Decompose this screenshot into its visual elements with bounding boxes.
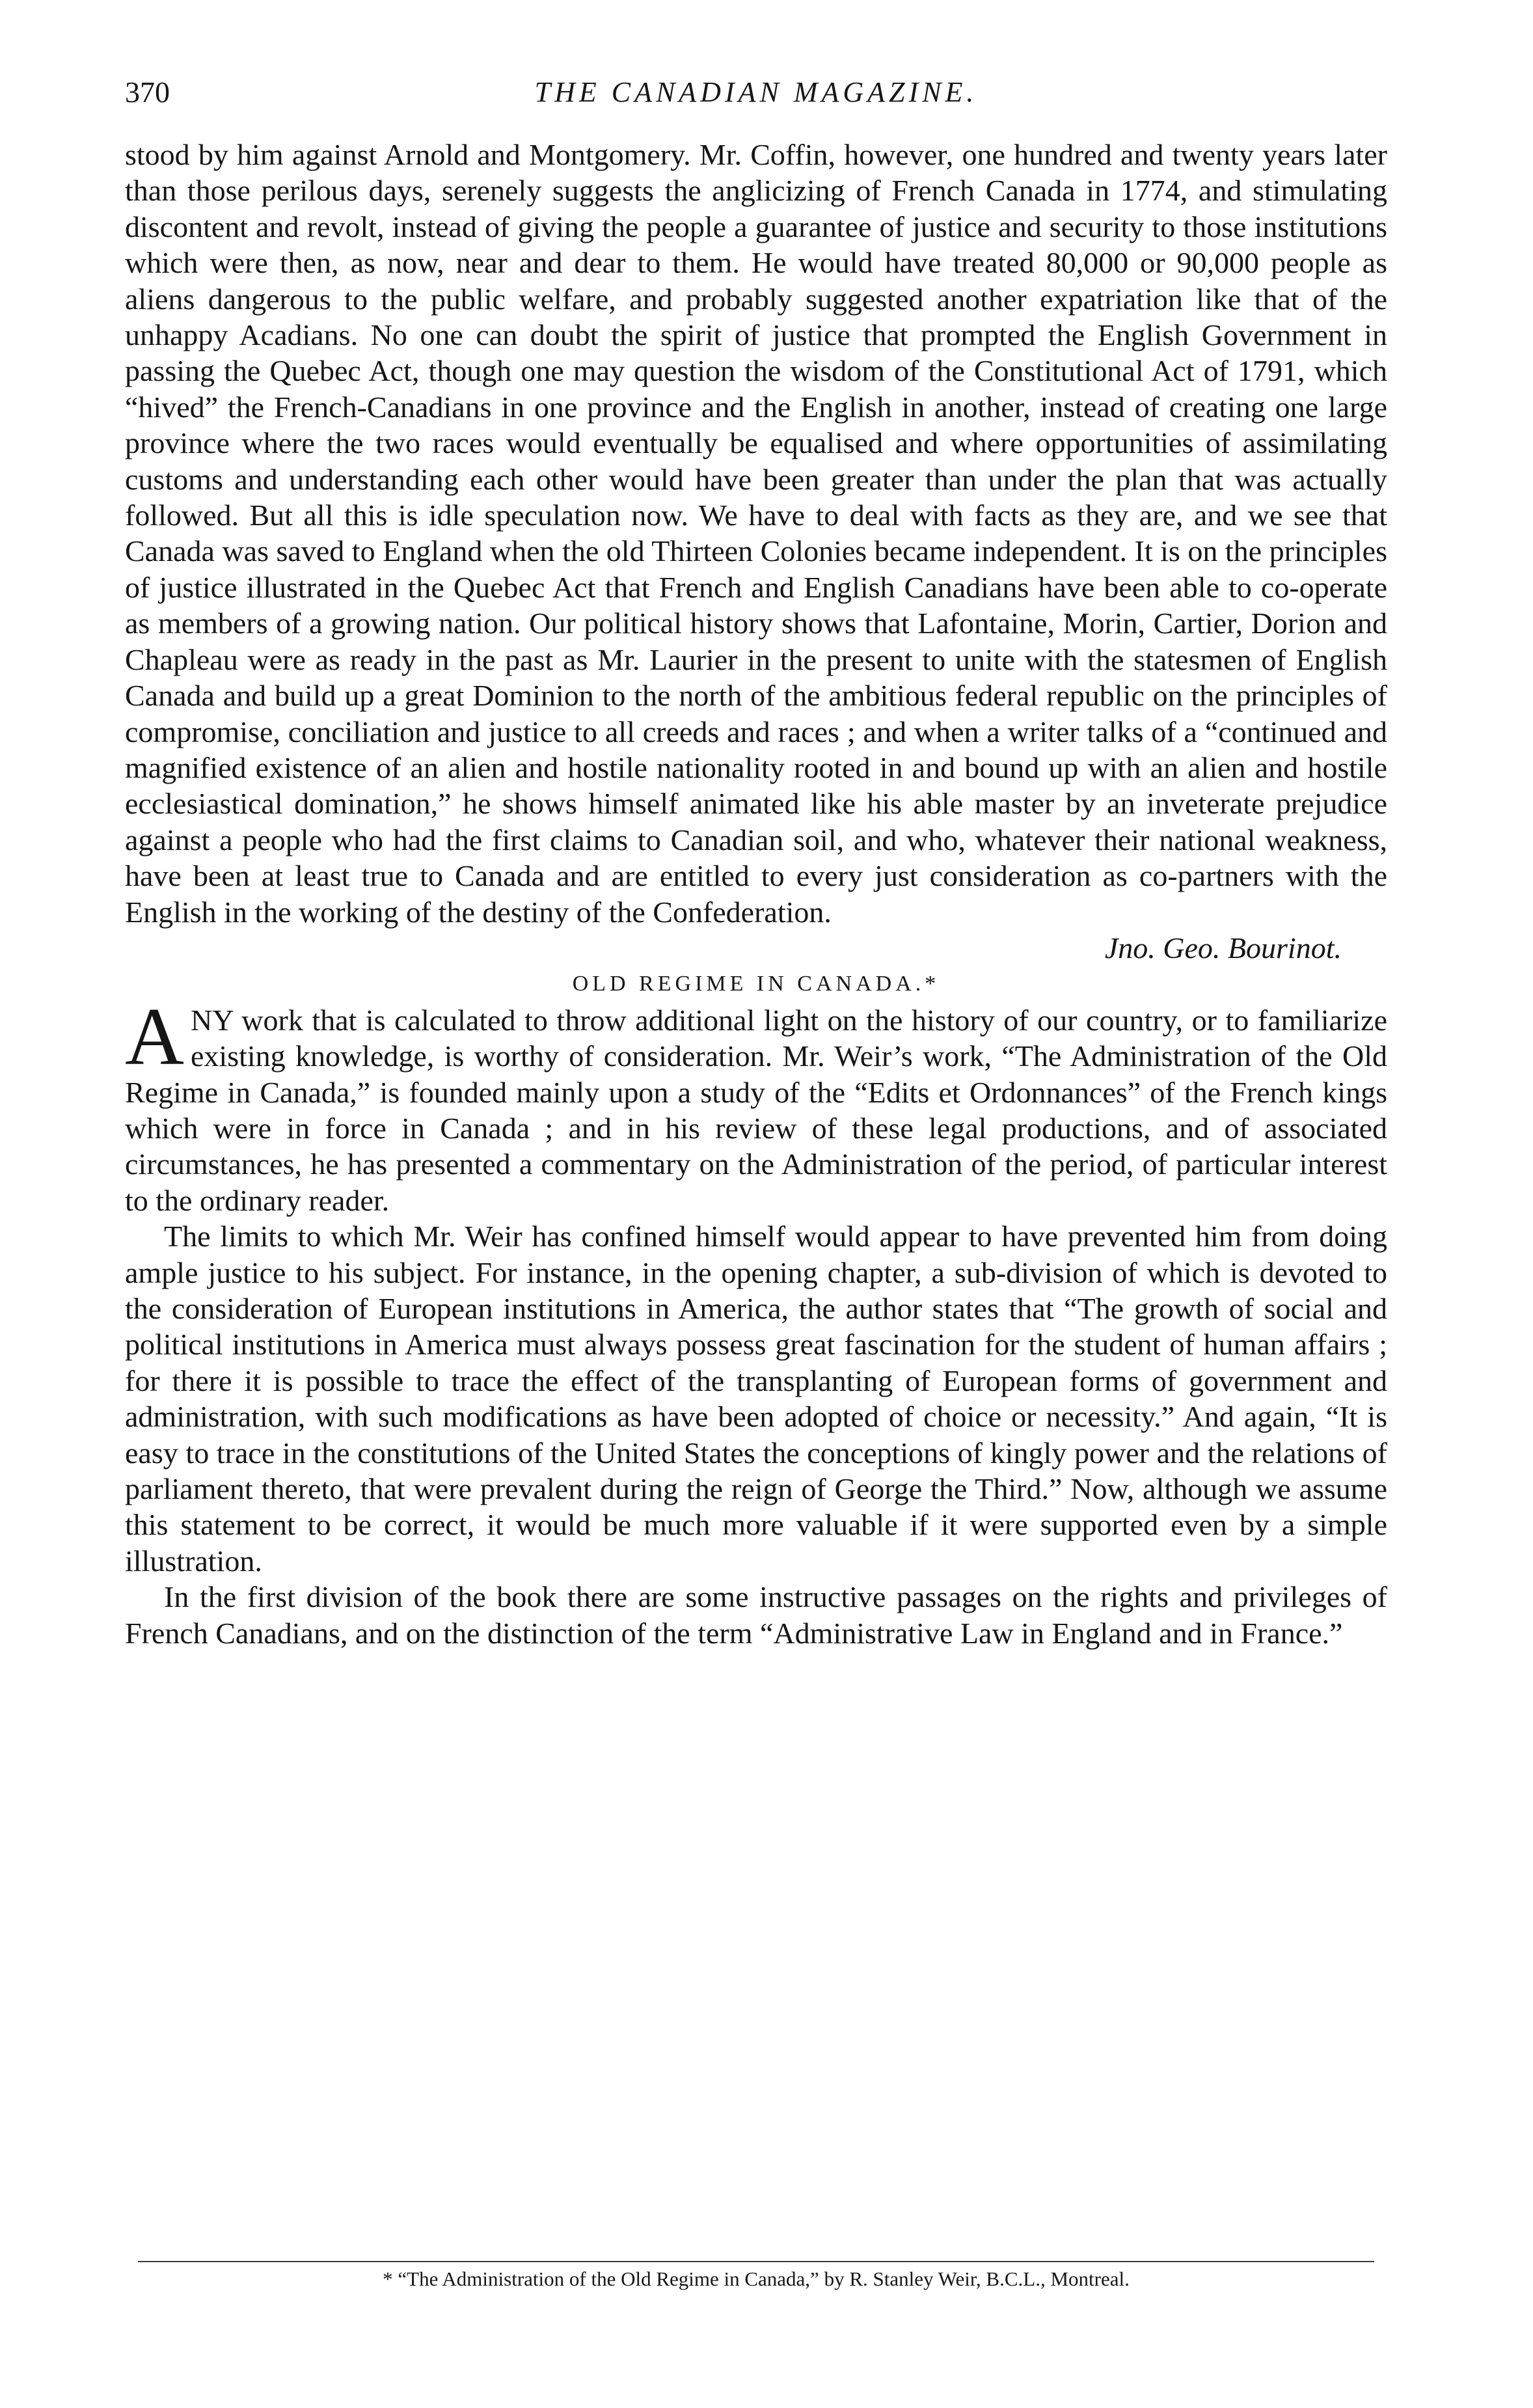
review-paragraph-1: ANY work that is calculated to throw additional light on the history of our country, or to familiarize existing knowledge, is worthy of consideration. Mr. Weir’s work, “The Administration of the Old Regime in Canada,” is founded mainly upon a study of the “Edits et Ordonnances” of the French kings which were in force in Canada ; and in his review of these legal productions, and of associated circumstances, he has presented a commentary on the Administration of the period, of particular interest to the ordinary reader. xyxy=(125,991,1387,1217)
running-head xyxy=(125,73,1387,112)
author-signature: Jno. Geo. Bourinot. xyxy=(1104,931,1342,965)
footnote: * “The Administration of the Old Regime in Canada,” by R. Stanley Weir, B.C.L., Montreal. xyxy=(383,2267,1130,2290)
review-paragraph-3: In the first division of the book there are some instructive passages on the rights and privileges of French Canadians, and on the distinction of the term “Administrative Law in England and in France.” xyxy=(125,1580,1387,1650)
body-text xyxy=(125,137,1387,1651)
journal-title: THE CANADIAN MAGAZINE. xyxy=(534,76,978,108)
footnote-rule xyxy=(138,2261,1374,2262)
article-closing-paragraph: stood by him against Arnold and Montgomery. Mr. Coffin, however, one hundred and twenty years later than those perilous days, serenely suggests the anglicizing of French Canada in 1774, and stimulating discontent and revolt, instead of giving the people a guarantee of justice and security to those institutions which were then, as now, near and dear to them. He would have treated 80,000 or 90,000 people as aliens dangerous to the public welfare, and probably suggested another expatriation like that of the unhappy Acadians. No one can doubt the spirit of justice that prompted the English Government in passing the Quebec Act, though one may question the wisdom of the Constitutional Act of 1791, which “hived” the French-Canadians in one province and the English in another, instead of creating one large province where the two races would eventually be equalised and where opportunities of assimilating customs and understanding each other would have been greater than under the plan that was actually followed. But all this is idle speculation now. We have to deal with facts as they are, and we see that Canada was saved to England when the old Thirteen Colonies became independent. It is on the principles of justice illustrated in the Quebec Act that French and English Canadians have been able to co-operate as members of a growing nation. Our political history shows that Lafontaine, Morin, Cartier, Dorion and Chapleau were as ready in the past as Mr. Laurier in the present to unite with the statesmen of English Canada and build up a great Dominion to the north of the ambitious federal republic on the principles of compromise, conciliation and justice to all creeds and races ; and when a writer talks of a “continued and magnified existence of an alien and hostile nationality rooted in and bound up with an alien and hostile ecclesiastical domination,” he shows himself animated like his able master by an inveterate prejudice against a people who had the first claims to Canadian soil, and who, whatever their national weakness, have been at least true to Canada and are entitled to every just consideration as co-partners with the English in the working of the destiny of the Confederation. xyxy=(125,138,1387,929)
page-number: 370 xyxy=(125,75,170,109)
review-heading: OLD REGIME IN CANADA.* xyxy=(572,972,940,996)
review-paragraph-2: The limits to which Mr. Weir has confined himself would appear to have prevented him from doing ample justice to his subject. For instance, in the opening chapter, a sub-division of which is devoted to the consideration of European institutions in America, the author states that “The growth of social and political institutions in America must always possess great fascination for the student of human affairs ; for there it is possible to trace the effect of the transplanting of European forms of government and administration, with such modifications as have been adopted of choice or necessity.” And again, “It is easy to trace in the constitutions of the United States the conceptions of kingly power and the relations of parliament thereto, that were prevalent during the reign of George the Third.” Now, although we assume this statement to be correct, it would be much more valuable if it were supported even by a simple illustration. xyxy=(125,1220,1387,1578)
